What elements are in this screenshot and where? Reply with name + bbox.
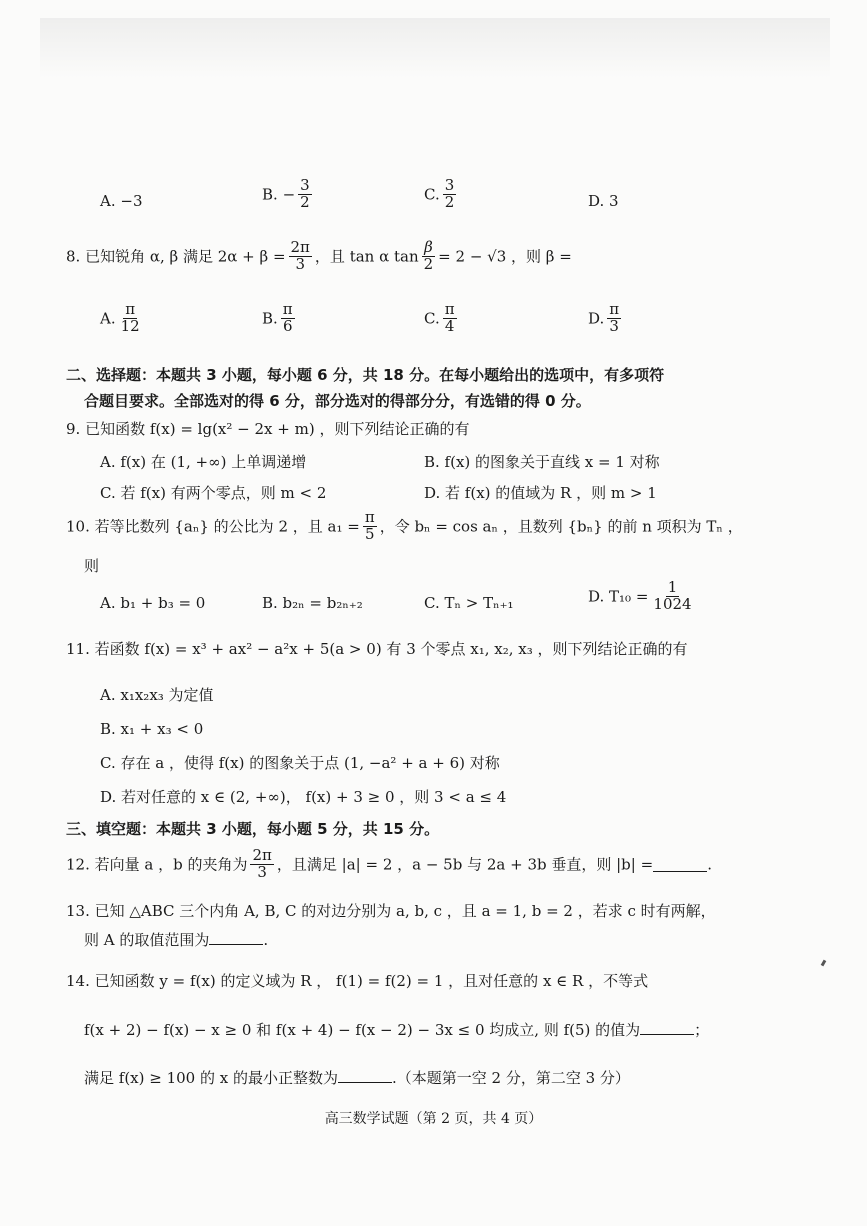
q8-option-c: C. $\frac{\pi}{4}$ bbox=[424, 300, 455, 335]
q11-stem: 11. 若函数 f(x) = x³ + ax² − a²x + 5(a > 0) 有 3 个零点 x₁, x₂, x₃ ，则下列结论正确的有 bbox=[66, 640, 688, 658]
q11-option-c: C. 存在 a ，使得 f(x) 的图象关于点 (1, −a² + a + 6) 对称 bbox=[100, 754, 500, 772]
q10-option-c: C. Tₙ > Tₙ₊₁ bbox=[424, 594, 514, 612]
q13-stem-cont: 则 A 的取值范围为 . bbox=[84, 931, 269, 949]
q8-stem: 8. 已知锐角 α, β 满足 2α + β = $\frac{2\pi}{3}$ ，且 tan α tan $\frac{\beta}{2}$ = 2 − √3 ，则 β = bbox=[66, 238, 572, 273]
q13-stem: 13. 已知 △ABC 三个内角 A, B, C 的对边分别为 a, b, c ，且 a = 1, b = 2 ，若求 c 时有两解， bbox=[66, 902, 716, 920]
section2-heading: 二、选择题：本题共 3 小题，每小题 6 分，共 18 分。在每小题给出的选项中，有多项符 bbox=[66, 366, 665, 384]
q9-option-c: C. 若 f(x) 有两个零点，则 m < 2 bbox=[100, 484, 327, 502]
answer-blank bbox=[640, 1020, 694, 1035]
q10-option-a: A. b₁ + b₃ = 0 bbox=[100, 594, 206, 612]
q11-option-a: A. x₁x₂x₃ 为定值 bbox=[100, 686, 214, 704]
q8-option-b: B. $\frac{\pi}{6}$ bbox=[262, 300, 293, 335]
q9-stem: 9. 已知函数 f(x) = lg(x² − 2x + m) ，则下列结论正确的有 bbox=[66, 420, 470, 438]
q7-option-b: B. − $\frac{3}{2}$ bbox=[262, 176, 310, 211]
q8-option-a: A. $\frac{\pi}{12}$ bbox=[100, 300, 140, 335]
q11-option-d: D. 若对任意的 x ∈ (2, +∞)， f(x) + 3 ≥ 0 ，则 3 < a ≤ 4 bbox=[100, 788, 507, 806]
page-footer: 高三数学试题（第 2 页，共 4 页） bbox=[324, 1111, 543, 1127]
answer-blank bbox=[653, 857, 707, 872]
q7-option-a: A. −3 bbox=[100, 192, 143, 210]
q11-option-b: B. x₁ + x₃ < 0 bbox=[100, 720, 204, 738]
q7-option-d: D. 3 bbox=[588, 192, 619, 210]
answer-blank bbox=[338, 1068, 392, 1083]
q14-stem: 14. 已知函数 y = f(x) 的定义域为 R ， f(1) = f(2) = 1 ，且对任意的 x ∈ R ，不等式 bbox=[66, 972, 649, 990]
q10-stem: 10. 若等比数列 {aₙ} 的公比为 2 ，且 a₁ = $\frac{\pi}{5}$ ，令 bₙ = cos aₙ ，且数列 {bₙ} 的前 n 项积为 Tₙ ， bbox=[66, 508, 743, 543]
q9-option-d: D. 若 f(x) 的值域为 R ，则 m > 1 bbox=[424, 484, 657, 502]
fraction: $\frac{3}{2}$ bbox=[444, 176, 455, 211]
section2-heading-cont: 合题目要求。全部选对的得 6 分，部分选对的得部分分，有选错的得 0 分。 bbox=[84, 392, 591, 410]
scan-speck bbox=[821, 960, 827, 967]
q14-stem-line3: 满足 f(x) ≥ 100 的 x 的最小正整数为 .（本题第一空 2 分，第二空 3 分） bbox=[84, 1069, 630, 1087]
section3-heading: 三、填空题：本题共 3 小题，每小题 5 分，共 15 分。 bbox=[66, 820, 440, 838]
q14-stem-line2: f(x + 2) − f(x) − x ≥ 0 和 f(x + 4) − f(x − 2) − 3x ≤ 0 均成立, 则 f(5) 的值为 ； bbox=[84, 1021, 710, 1039]
q10-stem-cont: 则 bbox=[84, 557, 100, 575]
answer-blank bbox=[209, 930, 263, 945]
q8-option-d: D. $\frac{\pi}{3}$ bbox=[588, 300, 620, 335]
q7-option-c: C. $\frac{3}{2}$ bbox=[424, 176, 455, 211]
q9-option-b: B. f(x) 的图象关于直线 x = 1 对称 bbox=[424, 453, 660, 471]
q10-option-b: B. b₂ₙ = b₂ₙ₊₂ bbox=[262, 594, 363, 612]
q10-option-d: D. T₁₀ = $\frac{1}{1024}$ bbox=[588, 578, 692, 613]
q9-option-a: A. f(x) 在 (1, +∞) 上单调递增 bbox=[100, 453, 307, 471]
fraction: $\frac{3}{2}$ bbox=[300, 176, 310, 211]
q12-stem: 12. 若向量 a ，b 的夹角为 $\frac{2\pi}{3}$ ，且满足 |a| = 2 ，a − 5b 与 2a + 3b 垂直，则 |b| = . bbox=[66, 846, 712, 881]
scan-artifact bbox=[40, 18, 830, 78]
